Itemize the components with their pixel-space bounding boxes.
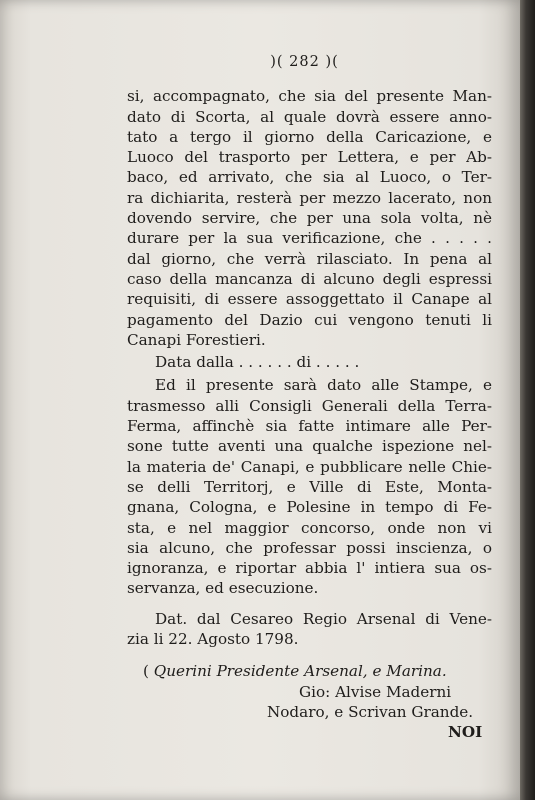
text-line: durare per la sua verificazione, che . . . . . [127, 229, 492, 248]
text-line: pagamento del Dazio cui vengono tenuti li [127, 310, 492, 329]
text-line: caso della mancanza di alcuno degli espressi [127, 269, 492, 288]
text-line: tato a tergo il giorno della Caricazione, e [127, 127, 492, 146]
text-line: dovendo servire, che per una sola volta, nè [127, 209, 492, 228]
open-paren: ( [143, 662, 154, 681]
catchword: NOI [448, 723, 483, 742]
presidents-text: Querini Presidente Arsenal, e Marina. [153, 662, 447, 681]
text-line: ra dichiarita, resterà per mezzo lacerato, non [127, 188, 492, 207]
text-line: sone tutte aventi una qualche ispezione nel- [127, 437, 492, 456]
text-line: gnana, Cologna, e Polesine in tempo di Fe- [127, 498, 492, 517]
text-line: sta, e nel maggior concorso, onde non vi [127, 518, 492, 537]
text-line: la materia de' Canapi, e pubblicare nelle Chie- [127, 457, 492, 476]
text-line: Ed il presente sarà dato alle Stampe, e [155, 376, 492, 395]
order-paragraph [127, 375, 492, 598]
text-line: dato di Scorta, al quale dovrà essere anno- [127, 107, 492, 126]
body-paragraph [127, 86, 492, 350]
text-line: Ferma, affinchè sia fatte intimare alle Per- [127, 417, 492, 436]
notary-title: Nodaro, e Scrivan Grande. [267, 702, 474, 721]
text-line: Canapi Forestieri. [127, 330, 266, 349]
page-edge-shadow [520, 0, 535, 800]
text-line: se delli Territorj, e Ville di Este, Monta- [127, 477, 492, 496]
text-line: baco, ed arrivato, che sia al Luoco, o Ter- [127, 168, 492, 187]
text-line: si, accompagnato, che sia del presente Man- [127, 87, 492, 106]
data-line: Data dalla . . . . . . di . . . . . [155, 353, 360, 372]
text-line: ignoranza, e riportar abbia l' intiera sua os- [127, 559, 492, 578]
text-line: Luoco del trasporto per Lettera, e per Ab- [127, 148, 492, 167]
notary-name: Gio: Alvise Maderni [299, 682, 452, 701]
text-line: trasmesso alli Consigli Generali della Terra- [127, 396, 492, 415]
text-line: Dat. dal Cesareo Regio Arsenal di Vene- [155, 609, 492, 628]
page-number-header: )( 282 )( [270, 54, 339, 70]
date-paragraph [127, 609, 492, 650]
presidents-signature [127, 661, 492, 681]
text-line: dal giorno, che verrà rilasciato. In pena al [127, 249, 492, 268]
text-line: zia li 22. Agosto 1798. [127, 630, 299, 649]
text-line: requisiti, di essere assoggettato il Canape al [127, 290, 492, 309]
text-line: sia alcuno, che professar possi inscienza, o [127, 538, 492, 557]
page-text-block [127, 52, 492, 743]
text-line: servanza, ed esecuzione. [127, 579, 319, 598]
